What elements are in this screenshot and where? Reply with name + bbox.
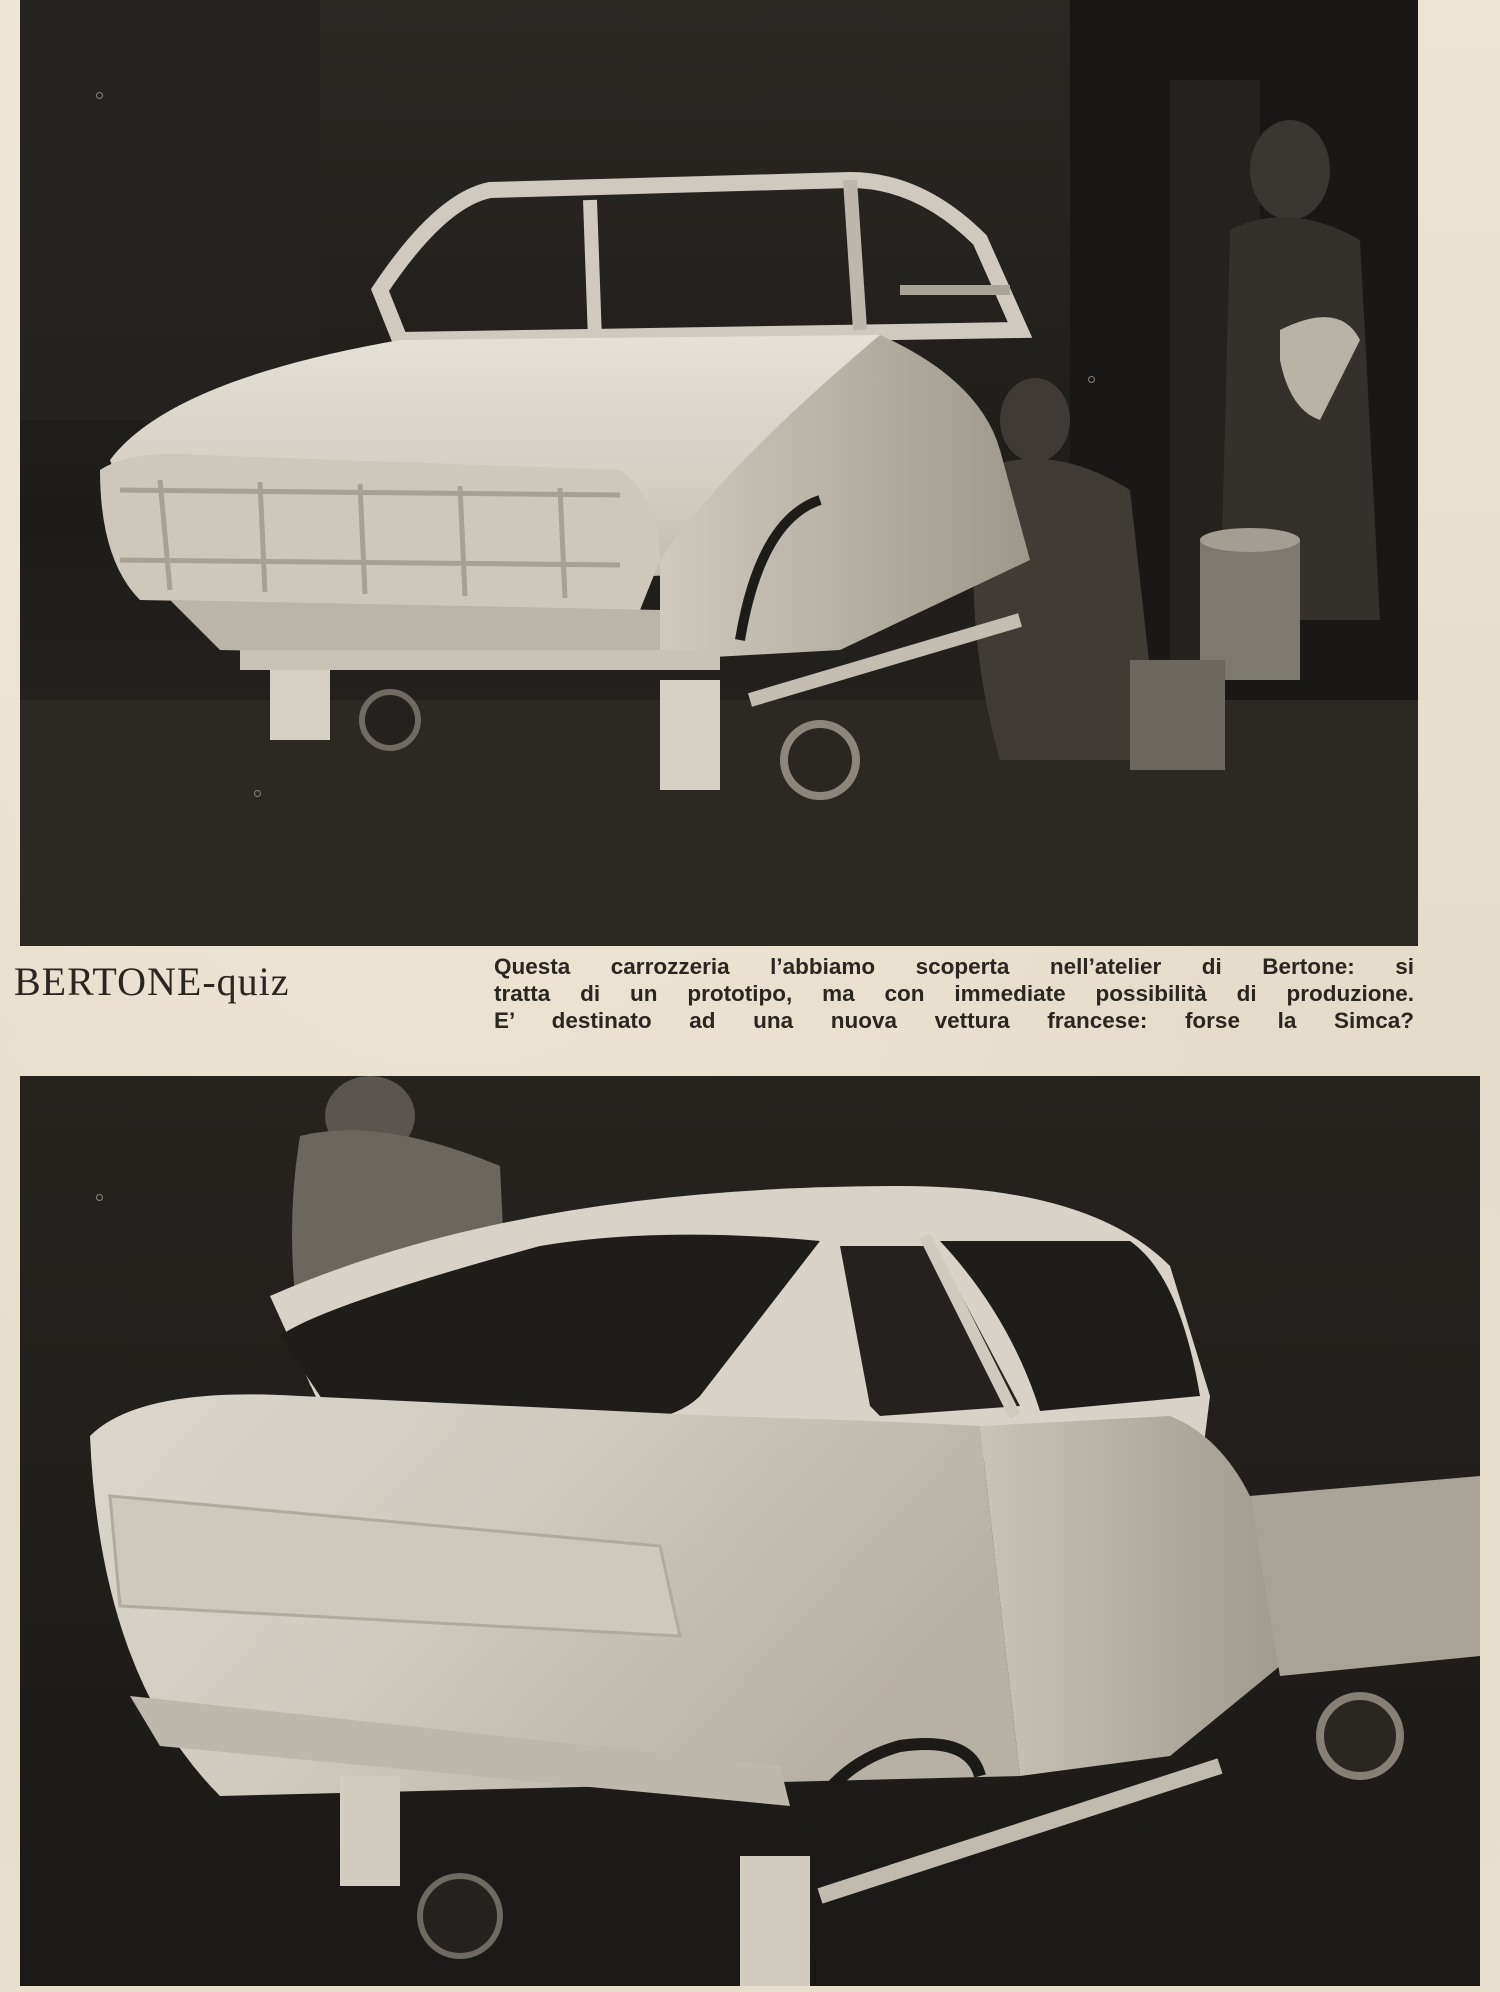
headline-main: BERTONE <box>14 959 203 1004</box>
article-headline <box>14 958 290 1005</box>
paper-speck <box>96 1194 103 1201</box>
photo-front-view <box>20 0 1418 946</box>
photo-rear-view-graphic <box>20 1076 1480 1986</box>
paper-speck <box>254 790 261 797</box>
headline-suffix: -quiz <box>202 959 290 1004</box>
caption-line: E’ destinato ad una nuova vettura francese: forse la Simca? <box>494 1008 1414 1033</box>
photo-front-view-graphic <box>20 0 1418 946</box>
caption-line: tratta di un prototipo, ma con immediate possibilità di produzione. <box>494 981 1414 1006</box>
article-caption <box>494 953 1414 1034</box>
paper-speck <box>1088 376 1095 383</box>
caption-line: Questa carrozzeria l’abbiamo scoperta nell’atelier di Bertone: si <box>494 954 1414 979</box>
photo-rear-view <box>20 1076 1480 1986</box>
paper-speck <box>96 92 103 99</box>
